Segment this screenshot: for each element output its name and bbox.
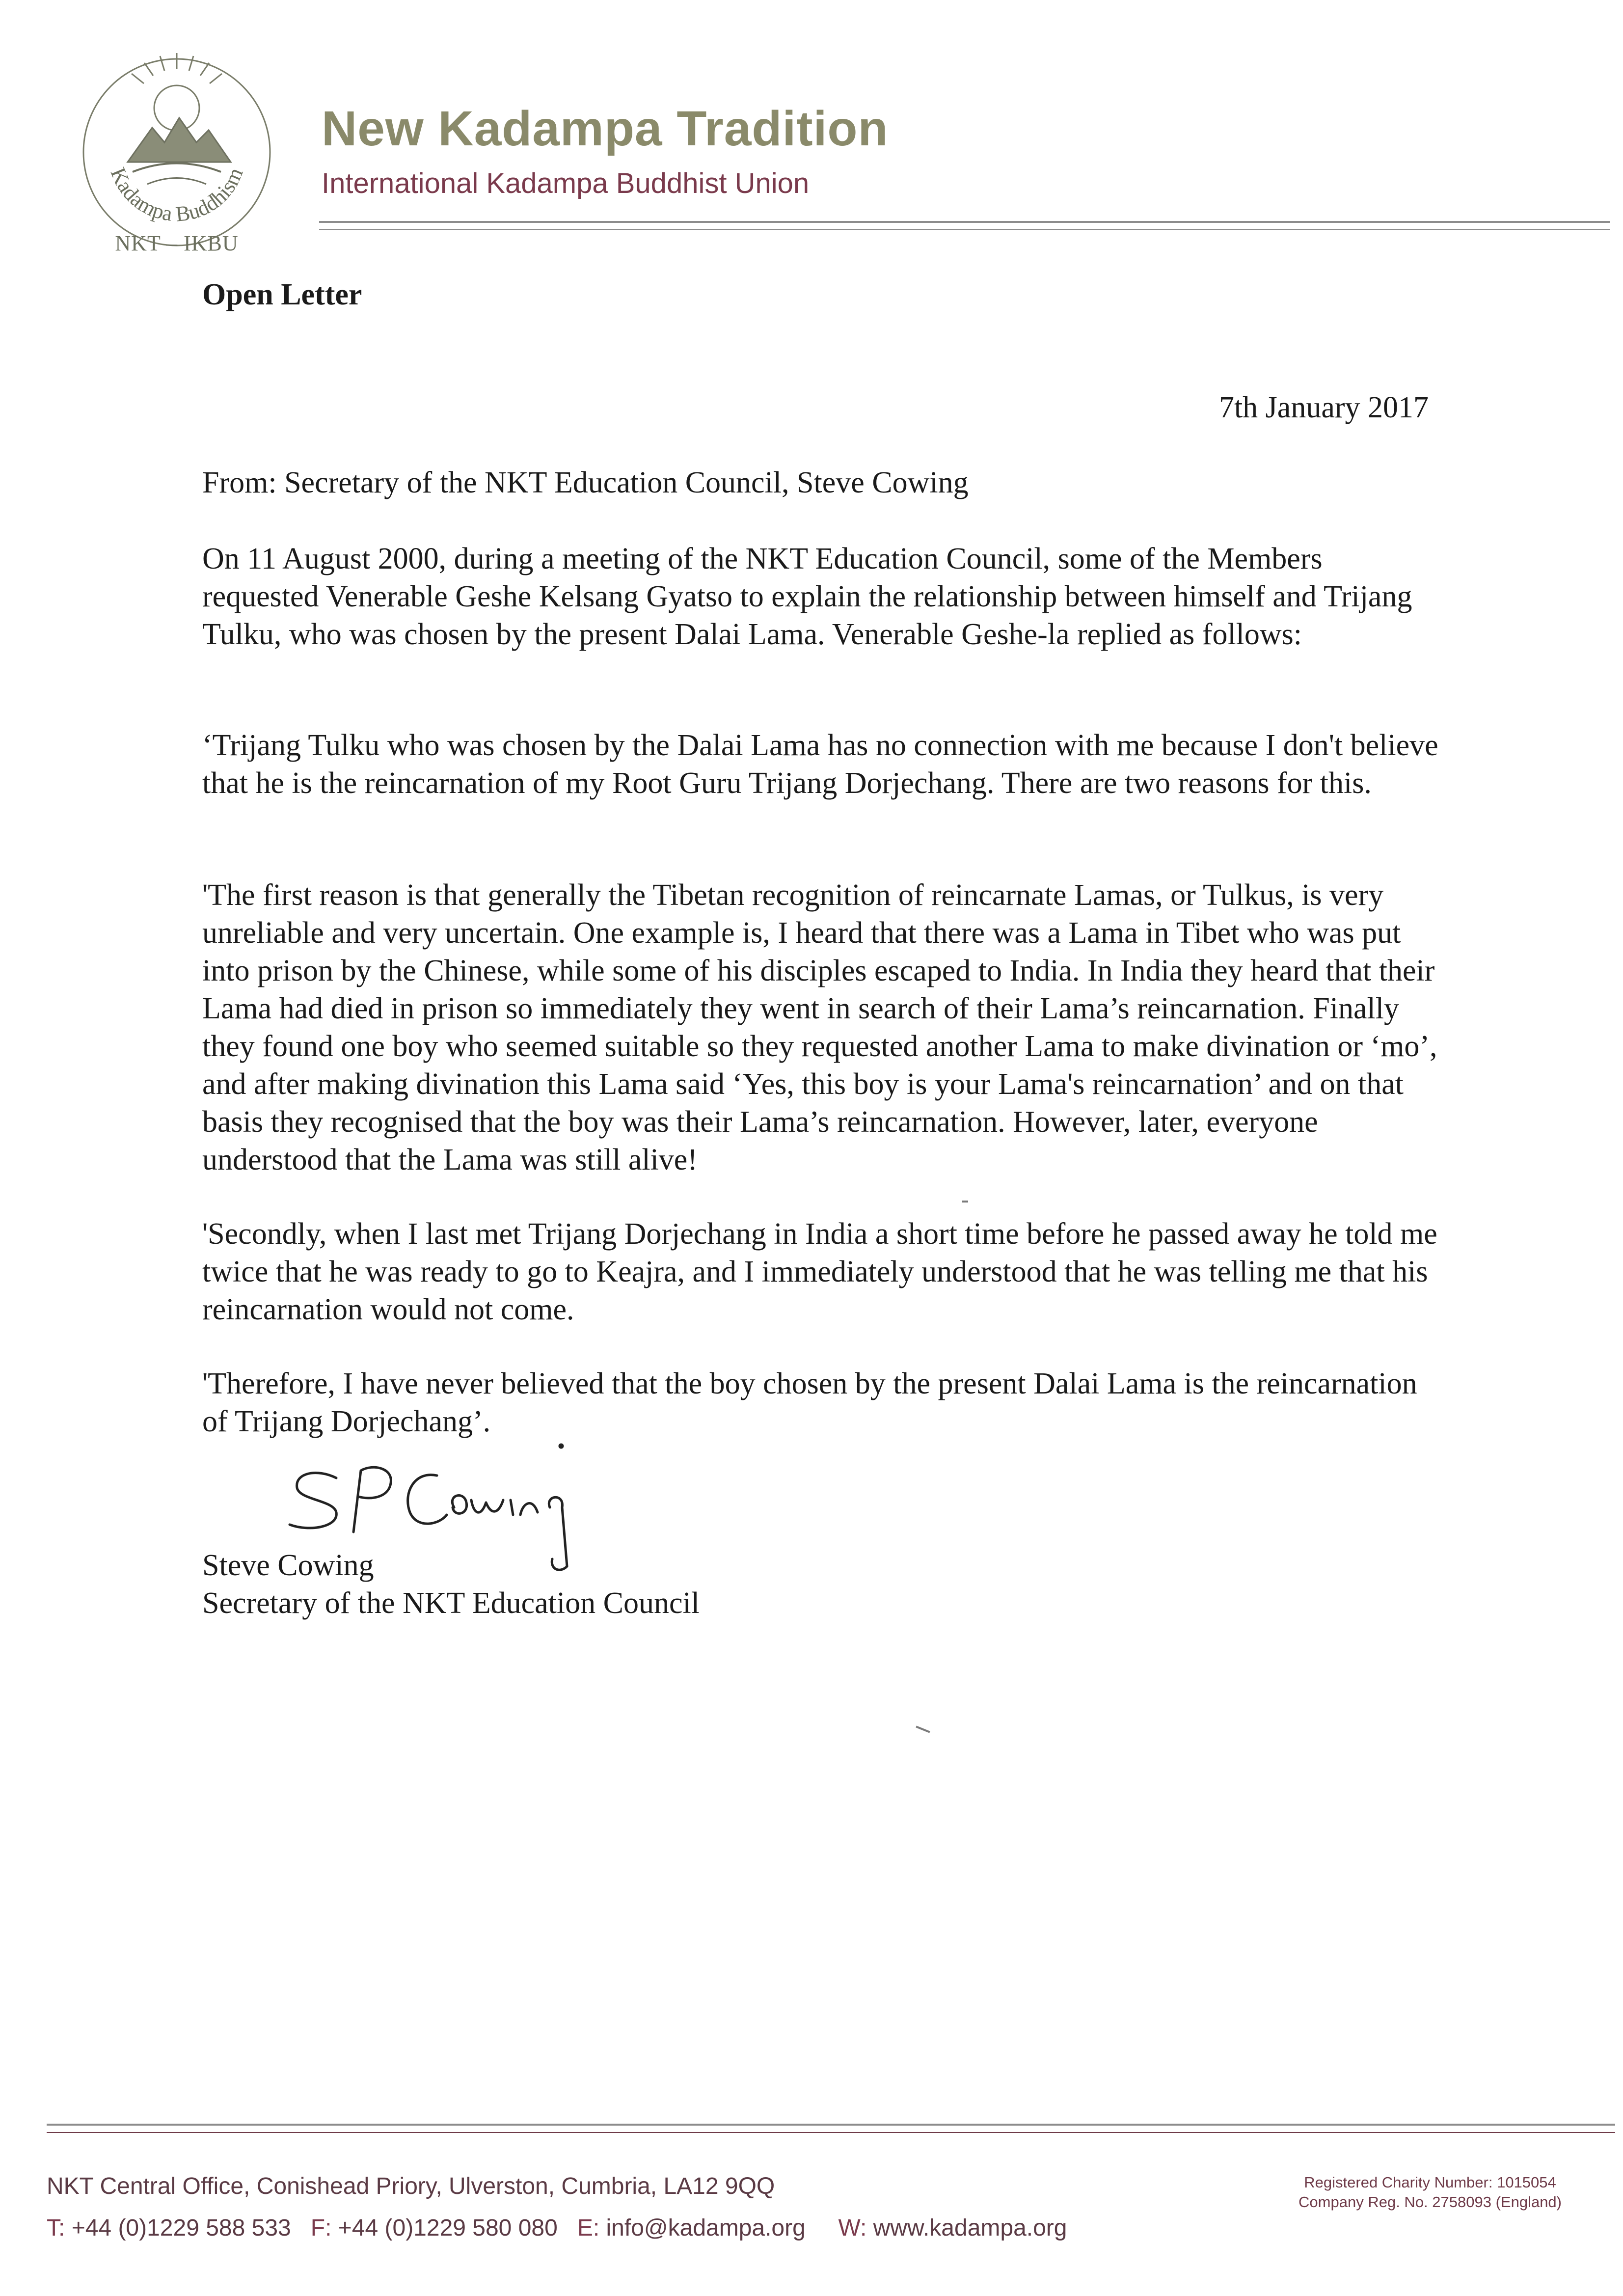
website-label: W: [838,2215,867,2241]
logo-ring-text: Kadampa Buddhism [106,164,248,226]
telephone-number: +44 (0)1229 588 533 [71,2215,291,2241]
logo-caption: NKT – IKBU [115,231,239,255]
footer-address: NKT Central Office, Conishead Priory, Ulverston, Cumbria, LA12 9QQ [47,2173,775,2199]
company-registration: Company Reg. No. 2758093 (England) [1298,2193,1562,2211]
paragraph-quote-opening: ‘Trijang Tulku who was chosen by the Dalai Lama has no connection with me because I don't believe that he is the reincarnation of my Root Guru Trijang Dorjechang. There are two reasons for this. [202,729,1438,800]
charity-number: Registered Charity Number: 1015054 [1304,2174,1556,2191]
footer-contact-line [47,2214,1067,2241]
signer-name: Steve Cowing [202,1549,374,1582]
fax-number: +44 (0)1229 580 080 [338,2215,558,2241]
organization-subtitle: International Kadampa Buddhist Union [322,167,810,199]
paragraph-intro: On 11 August 2000, during a meeting of the NKT Education Council, some of the Members requested Venerable Geshe Kelsang Gyatso to explain the relationship between himself and Trijang Tulku, who was chosen by the present Dalai Lama. Venerable Geshe-la replied as follows: [202,542,1412,651]
signer-title: Secretary of the NKT Education Council [202,1586,700,1620]
paragraph-second-reason: 'Secondly, when I last met Trijang Dorjechang in India a short time before he passed away he told me twice that he was ready to go to Keajra, and I immediately understood that he was telling me that his reincarnation would not come. [202,1217,1437,1326]
letter-date: 7th January 2017 [1218,391,1429,424]
footer-rule-top [47,2124,1615,2126]
email-label: E: [577,2215,600,2241]
email-address[interactable]: info@kadampa.org [606,2215,806,2241]
footer-registration [1298,2173,1562,2212]
kadampa-buddhism-logo [74,49,280,255]
footer-rule-bottom [47,2132,1615,2133]
scan-mark [916,1726,930,1733]
paragraph-first-reason: 'The first reason is that generally the Tibetan recognition of reincarnate Lamas, or Tulkus, is very unreliable and very uncertain. One example is, I heard that there was a Lama in Tibet who was put into prison by the Chinese, while some of his disciples escaped to India. In India they heard that their Lama had died in prison so immediately they went in search of their Lama’s reincarnation. Finally they found one boy who seemed suitable so they requested another Lama to make divination or ‘mo’, and after making divination this Lama said ‘Yes, this boy is your Lama's reincarnation’ and on that basis they recognised that the boy was their Lama’s reincarnation. However, later, everyone understood that the Lama was still alive! [202,878,1437,1176]
header-rule-top [319,221,1610,223]
telephone-label: T: [47,2215,65,2241]
organization-name: New Kadampa Tradition [322,101,889,156]
scan-mark [962,1201,968,1203]
website-link[interactable]: www.kadampa.org [873,2215,1067,2241]
fax-label: F: [310,2215,332,2241]
paragraph-conclusion: 'Therefore, I have never believed that the boy chosen by the present Dalai Lama is the reincarnation of Trijang Dorjechang’. [202,1367,1417,1438]
letter-title: Open Letter [202,278,362,311]
header-rule-bottom [319,229,1610,230]
svg-text:Kadampa Buddhism [106,164,247,226]
from-line: From: Secretary of the NKT Education Council, Steve Cowing [202,466,969,499]
